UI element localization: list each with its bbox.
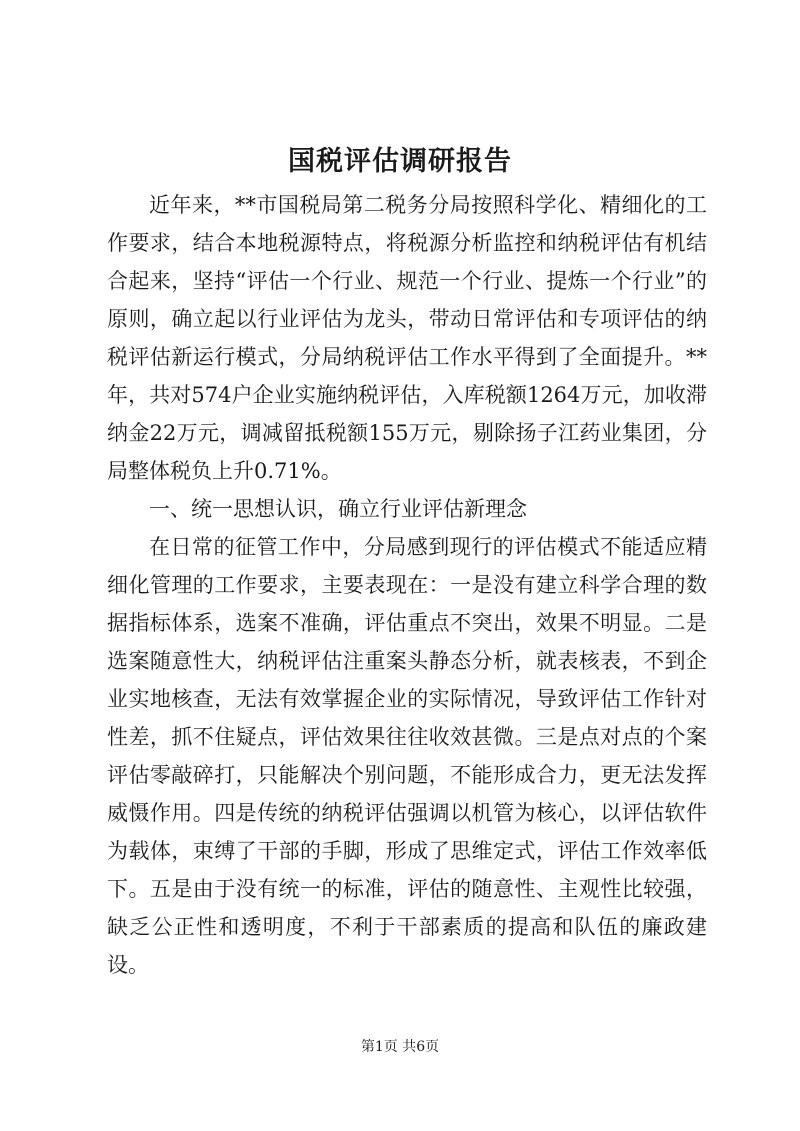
paragraph-section-1: 在日常的征管工作中，分局感到现行的评估模式不能适应精细化管理的工作要求，主要表现在：一是没有建立科学合理的数据指标体系，选案不准确，评估重点不突出，效果不明显。二是选案随意性大，纳税评估注重案头静态分析，就表核表，不到企业实地核查，无法有效掌握企业的实际情况，导致评估工作针对性差，抓不住疑点，评估效果往往收效甚微。三是点对点的个案评估零敲碎打，只能解决个别问题，不能形成合力，更无法发挥威慑作用。四是传统的纳税评估强调以机管为核心，以评估软件为载体，束缚了干部的手脚，形成了思维定式，评估工作效率低下。五是由于没有统一的标准，评估的随意性、主观性比较强，缺乏公正性和透明度，不利于干部素质的提高和队伍的廉政建设。 [107,535,707,977]
document-title: 国税评估调研报告 [288,146,512,177]
section-heading-1: 一、统一思想认识，确立行业评估新理念 [149,497,527,521]
document-body [107,186,707,984]
page-footer: 第1页 共6页 [360,1039,440,1055]
paragraph-intro: 近年来，**市国税局第二税务分局按照科学化、精细化的工作要求，结合本地税源特点，将税源分析监控和纳税评估有机结合起来，坚持“评估一个行业、规范一个行业、提炼一个行业”的原则，确立起以行业评估为龙头，带动日常评估和专项评估的纳税评估新运行模式，分局纳税评估工作水平得到了全面提升。**年，共对574户企业实施纳税评估，入库税额1264万元，加收滞纳金22万元，调减留抵税额155万元，剔除扬子江药业集团，分局整体税负上升0.71%。 [107,193,707,483]
